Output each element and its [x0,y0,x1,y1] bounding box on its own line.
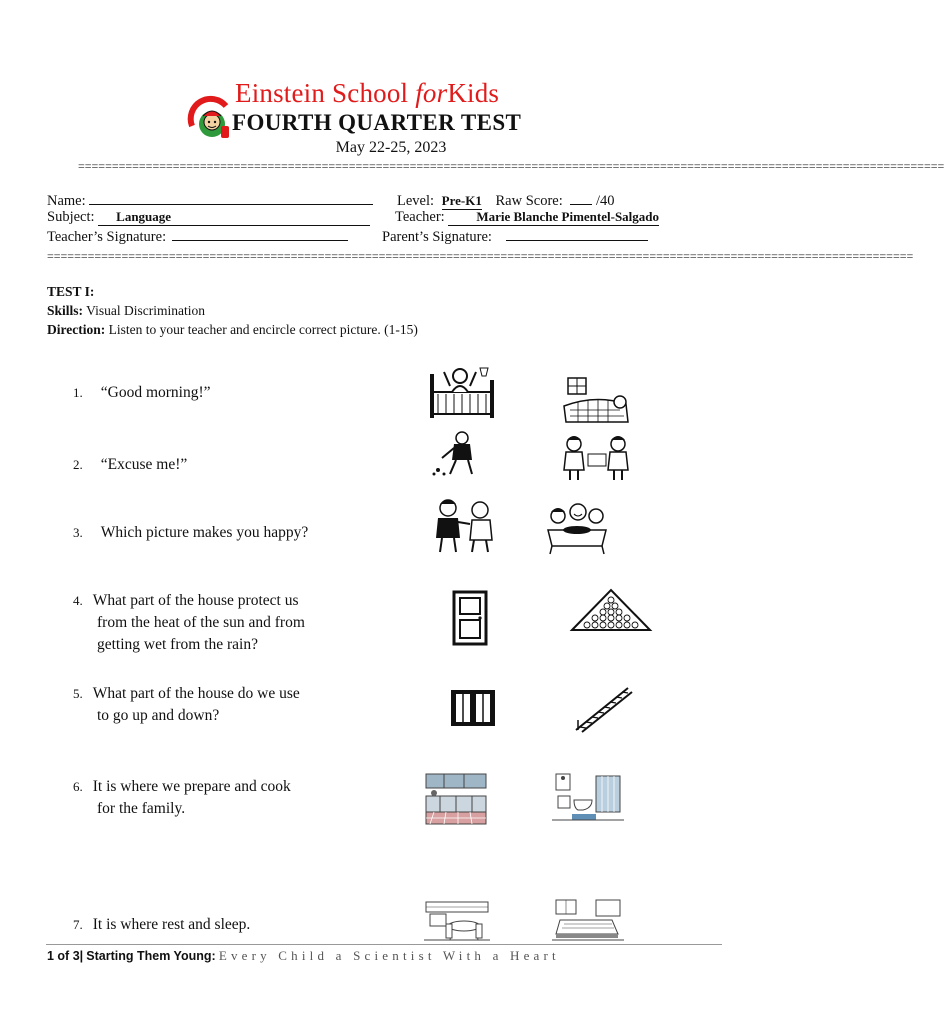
question-text: What part of the house protect us [92,592,299,609]
question-text-cont: for the family. [97,800,186,817]
two-children-icon[interactable] [560,434,632,484]
parent-signature-label: Parent’s Signature: [382,229,492,245]
dining-room-icon[interactable] [424,900,490,942]
skills-value: Visual Discrimination [86,303,205,318]
teacher-field-row [395,209,659,226]
roof-icon[interactable] [568,586,654,634]
skills-label: Skills: [47,303,84,318]
question-number: 3. [73,525,83,540]
question-number: 7. [73,917,83,932]
raw-score-total: /40 [595,193,615,209]
child-bumping-icon[interactable] [432,430,486,478]
footer-divider [46,944,722,945]
teacher-label: Teacher: [395,209,445,225]
test-title: FOURTH QUARTER TEST [232,110,522,135]
parent-signature-row [382,227,648,246]
question-number: 4. [73,593,83,608]
teacher-signature-label: Teacher’s Signature: [47,229,167,245]
test-heading: TEST I: [47,284,95,299]
question-text: What part of the house do we use [92,685,300,702]
skills-line [47,303,205,319]
raw-score-blank[interactable] [570,191,592,205]
school-logo-icon [188,96,232,142]
divider-rule: ================================================================================================================================ [78,159,944,173]
stairs-icon[interactable] [572,684,632,734]
question-text-cont: from the heat of the sun and from [97,614,305,631]
question-number: 1. [73,385,83,400]
parent-signature-blank[interactable] [506,227,648,241]
door-icon[interactable] [452,590,488,646]
direction-label: Direction: [47,322,106,337]
level-field-row [397,191,615,210]
level-value: Pre-K1 [441,193,482,208]
footer-motto: Every Child a Scientist With a Heart [218,948,560,963]
question-item [73,522,308,544]
bedroom-icon[interactable] [552,898,624,942]
question-item [73,590,373,656]
subject-value: Language [98,209,370,226]
page-footer [47,948,560,964]
question-text: It is where rest and sleep. [92,916,251,933]
level-label: Level: [397,193,435,209]
question-item [73,683,373,727]
signature-row [47,227,348,246]
direction-line [47,322,418,338]
divider-rule-2: ================================================================================================================================ [47,249,914,263]
name-blank[interactable] [89,191,373,205]
subject-field-row [47,209,370,226]
name-label: Name: [47,193,86,209]
question-text: “Good morning!” [100,384,211,401]
subject-label: Subject: [47,209,95,225]
footer-tagline: Starting Them Young: [86,949,216,963]
question-text: “Excuse me!” [100,456,188,473]
raw-score-label: Raw Score: [495,193,563,209]
window-icon[interactable] [449,688,497,728]
question-item [73,382,211,404]
kitchen-icon[interactable] [424,772,488,826]
question-text: Which picture makes you happy? [100,524,309,541]
question-item [73,914,373,936]
test-date: May 22-25, 2023 [335,139,447,156]
direction-value: Listen to your teacher and encircle correct picture. (1-15) [108,322,418,337]
question-item [73,454,187,476]
question-text: It is where we prepare and cook [92,778,291,795]
name-field-row [47,191,373,210]
waking-up-in-bed-icon[interactable] [428,364,496,422]
teacher-value: Marie Blanche Pimentel-Salgado [448,209,659,226]
question-item [73,776,373,820]
question-text-cont: getting wet from the rain? [97,636,258,653]
sleeping-in-bed-icon[interactable] [560,376,632,428]
happy-family-icon[interactable] [544,500,610,554]
question-number: 6. [73,779,83,794]
school-name: Einstein School forKids [235,78,500,108]
page-indicator: 1 of 3| [47,949,84,963]
people-arguing-icon[interactable] [430,498,500,554]
question-number: 2. [73,457,83,472]
question-text-cont: to go up and down? [97,707,220,724]
teacher-signature-blank[interactable] [172,227,348,241]
bathroom-icon[interactable] [552,772,624,822]
question-number: 5. [73,686,83,701]
